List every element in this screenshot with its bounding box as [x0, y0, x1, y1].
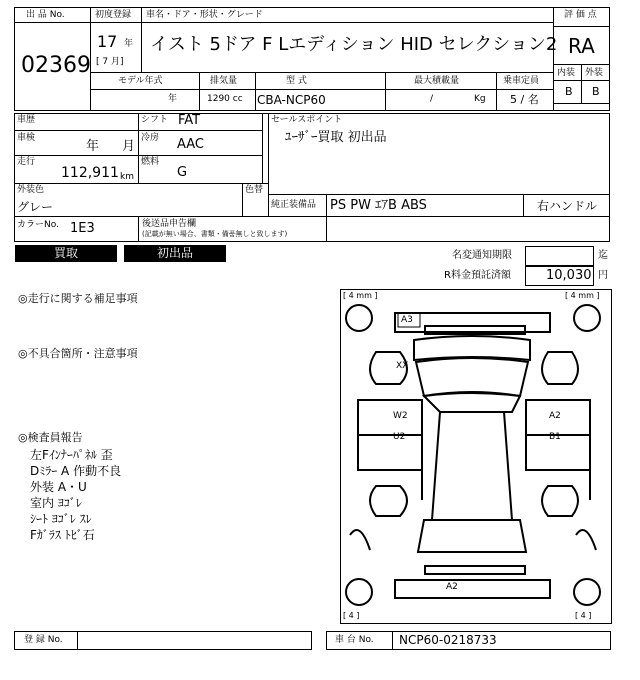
- inspector-item: Fｶﾞﾗｽ ﾄﾋﾞ石: [30, 528, 95, 542]
- inspector-item: Dﾐﾗｰ A 作動不良: [30, 464, 122, 478]
- damage-mark-right-front-door: A2: [549, 411, 561, 421]
- exterior-grade: B: [592, 85, 600, 98]
- recycle-fee-label: R料金預託済額: [444, 270, 511, 281]
- displacement-label: 排気量: [210, 76, 238, 86]
- lot-number: 02369: [21, 53, 91, 78]
- first-listing-tag: 初出品: [124, 245, 226, 262]
- capacity: 5 / 名: [510, 93, 539, 106]
- inspector-report-list: [30, 447, 121, 543]
- first-registration-year: 17: [97, 32, 118, 51]
- fuel-label: 燃料: [141, 157, 160, 167]
- shift-label: シフト: [141, 115, 169, 125]
- history-label: 車歴: [17, 115, 36, 125]
- steering: 右ハンドル: [537, 199, 598, 213]
- sales-point-label: セールスポイント: [271, 115, 343, 125]
- overall-grade: RA: [568, 34, 595, 58]
- car-name-label: 車名・ドア・形状・グレード: [146, 10, 263, 20]
- max-load-label: 最大積載量: [414, 76, 460, 86]
- inspector-report-title: ◎検査員報告: [18, 431, 83, 444]
- registration-no-label: 登 録 No.: [24, 635, 63, 645]
- grade-label: 評 価 点: [564, 10, 597, 20]
- inspector-item: ｼｰﾄ ﾖｺﾞﾚ ｽﾚ: [30, 512, 92, 526]
- mileage-label: 走行: [17, 157, 36, 167]
- damage-mark-left-front-door: W2: [393, 411, 408, 421]
- inspector-item: 室内 ﾖｺﾞﾚ: [30, 496, 82, 510]
- model-year-unit: 年: [168, 94, 178, 104]
- displacement: 1290 cc: [207, 94, 243, 104]
- model-year-label: モデル年式: [118, 76, 163, 86]
- damage-mark-rear-bumper: A2: [446, 582, 458, 592]
- capacity-label: 乗車定員: [503, 76, 540, 86]
- equipment-label: 純正装備品: [271, 200, 317, 210]
- chassis-no-label: 車 台 No.: [335, 635, 374, 645]
- recycle-fee-value: 10,030: [546, 268, 592, 283]
- mileage-value: 112,911: [61, 165, 119, 181]
- color-no: 1E3: [70, 221, 95, 236]
- tire-depth-front-right: [ 4 mm ]: [565, 291, 600, 300]
- chassis-no: NCP60-0218733: [399, 633, 497, 647]
- lot-number-label: 出 品 No.: [26, 10, 65, 20]
- interior-label: 内装: [557, 68, 576, 78]
- max-load-unit: Kg: [474, 94, 486, 104]
- exterior-label: 外装: [585, 68, 604, 78]
- name-change-unit: 迄: [598, 250, 608, 261]
- shipping-label: 後送品申告欄: [142, 219, 197, 229]
- fuel-value: G: [177, 165, 188, 180]
- ac-label: 冷房: [141, 133, 160, 143]
- tire-depth-front-left: [ 4 mm ]: [343, 291, 378, 300]
- inspection-label: 車検: [17, 133, 36, 143]
- car-diagram: [346, 305, 600, 605]
- equipment: PS PW ｴｱB ABS: [330, 198, 427, 213]
- shipping-note: (記載が無い場合、書類・備품無しと致します): [142, 230, 288, 238]
- mileage-unit: km: [120, 172, 134, 182]
- damage-mark-right-rear-door: B1: [549, 432, 561, 442]
- purchase-tag: 買取: [15, 245, 117, 262]
- damage-mark-front-bumper: A3: [401, 315, 413, 325]
- name-change-label: 名変通知期限: [452, 250, 512, 261]
- damage-mark-left-rear-door: U2: [393, 432, 406, 442]
- tire-depth-rear-right: [ 4 ]: [575, 611, 592, 620]
- type-label: 型 式: [286, 76, 307, 86]
- exterior-color: グレー: [17, 200, 54, 214]
- color-change-label: 色替: [245, 185, 264, 195]
- driving-notes-title: ◎走行に関する補足事項: [18, 292, 138, 305]
- damage-mark-left-fender: XX: [396, 361, 409, 371]
- first-registration-month: [ 7 月]: [96, 57, 124, 67]
- ac-value: AAC: [177, 137, 204, 152]
- shift-value: FAT: [178, 113, 201, 128]
- sales-point: ﾕｰｻﾞｰ買取 初出品: [285, 130, 387, 145]
- inspector-item: 左Fｲﾝﾅｰﾊﾟﾈﾙ 歪: [30, 448, 113, 462]
- max-load-slash: /: [430, 94, 434, 104]
- inspector-item: 外装 A・U: [30, 480, 87, 494]
- model-type: CBA-NCP60: [257, 93, 326, 107]
- recycle-fee-unit: 円: [598, 270, 608, 281]
- tire-depth-rear-left: [ 4 ]: [343, 611, 360, 620]
- color-no-label: カラーNo.: [17, 220, 59, 230]
- first-registration-label: 初度登録: [95, 10, 132, 20]
- year-unit: 年: [124, 39, 134, 49]
- car-name: イスト 5ドア F Lエディション HID セレクション2: [150, 34, 558, 55]
- inspection-month: 月: [122, 139, 136, 154]
- exterior-color-label: 外装色: [17, 185, 45, 195]
- interior-grade: B: [565, 85, 573, 98]
- defects-title: ◎不具合箇所・注意事項: [18, 347, 138, 360]
- inspection-year: 年: [86, 139, 100, 154]
